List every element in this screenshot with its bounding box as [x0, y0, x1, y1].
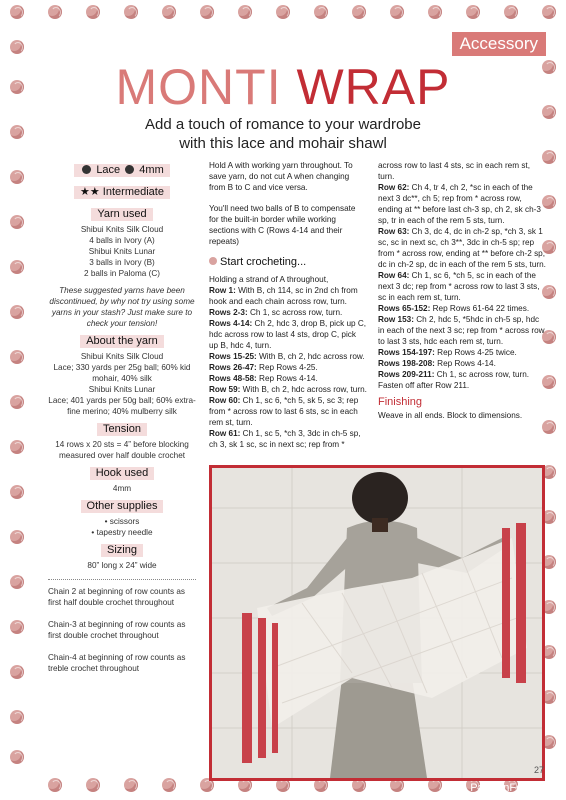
row-label: Row 64:: [378, 271, 410, 280]
section-heading-text: Start crocheting...: [220, 256, 307, 268]
finishing-heading: Finishing: [378, 396, 423, 408]
finishing-text: Weave in all ends. Block to dimensions.: [378, 411, 523, 420]
about-yarn-heading: About the yarn: [80, 335, 164, 348]
watermark: PassionForum.ru: [470, 782, 554, 794]
title-part2: WRAP: [296, 59, 451, 115]
row-text: Rep Rows 61-64 22 times.: [430, 304, 530, 313]
hook-size-label: 4mm: [139, 164, 164, 176]
skill-pill: [74, 164, 170, 177]
row-label: Rows 154-197:: [378, 348, 435, 357]
hook-text: 4mm: [112, 484, 132, 493]
subtitle-line1: Add a touch of romance to your wardrobe: [145, 116, 421, 133]
row-label: Rows 15-25:: [209, 352, 257, 361]
row-instruction: [209, 384, 367, 395]
row-text: Ch 1, sc 5, *ch 3, 3dc in ch-5 sp, ch 3, sk 1 sc, sc in next sc; rep from *: [209, 429, 361, 449]
instruction-text: Holding a strand of A throughout,: [209, 275, 329, 284]
row-text: Ch 2, hdc 5, *5hdc in ch-5 sp, hdc in each of the next 3 sc; rep from * across row to last 3 sts, hdc each rem st, turn.: [378, 315, 545, 346]
row-text: Ch 4, tr 4, ch 2, *sc in each of the next 3 dc**, ch 5; rep from * across row, ending at ** before last ch-3 sp, ch 2, sk ch-3 sp, tr in each of the rem 5 sts, turn.: [378, 183, 541, 225]
row-instruction: [209, 362, 367, 373]
row-instruction: [378, 303, 546, 314]
yarn-used-line: 2 balls in Paloma (C): [84, 269, 160, 278]
hook-heading: Hook used: [90, 467, 155, 480]
row-instruction: [209, 285, 367, 307]
row-label: Rows 198-208:: [378, 359, 435, 368]
sizing-heading: Sizing: [101, 544, 143, 557]
pattern-note: Chain-3 at beginning of row counts as first double crochet throughout: [48, 620, 186, 640]
about-yarn-line: Shibui Knits Silk Cloud: [80, 352, 164, 361]
row-instruction: [209, 307, 367, 318]
divider: [48, 579, 196, 580]
row-text: Ch 1, sc across row, turn. Fasten off after Row 211.: [378, 370, 530, 390]
row-instruction: [378, 182, 546, 226]
row-instruction: [209, 428, 367, 450]
yarn-used-line: 3 balls in Ivory (B): [89, 258, 155, 267]
title-part1: MONTI: [115, 59, 297, 115]
row-instruction: [209, 395, 367, 428]
row-text: Rep Rows 4-25.: [256, 363, 318, 372]
row-label: Rows 48-58:: [209, 374, 257, 383]
sizing-text: 80” long x 24” wide: [87, 561, 157, 570]
row-text: Ch 1, sc 6, *ch 5, sk 5, sc 3; rep from * across row to last 6 sts, sc in each rem st, turn.: [209, 396, 359, 427]
row-text: Ch 1, sc 6, *ch 5, sc in each of the next 3 dc; rep from * across row to last 3 sts, sc in each rem st, turn.: [378, 271, 540, 302]
row-text: Ch 2, hdc 3, drop B, pick up C, hdc across row to last 4 sts, drop C, pick up B, hdc 4, turn.: [209, 319, 367, 350]
yarn-ball-icon: [209, 257, 217, 265]
pattern-note: Chain-4 at beginning of row counts as treble crochet throughout: [48, 653, 186, 673]
row-instruction: [378, 270, 546, 303]
skill-label: Lace: [96, 164, 121, 176]
row-text: With B, ch 114, sc in 2nd ch from hook and each chain across row, turn.: [209, 286, 358, 306]
row-label: Row 1:: [209, 286, 236, 295]
row-label: Rows 4-14:: [209, 319, 253, 328]
row-instruction: [378, 358, 546, 369]
row-text: Rep Rows 4-14.: [256, 374, 318, 383]
about-yarn-line: Shibui Knits Lunar: [88, 385, 156, 394]
row-label: Rows 2-3:: [209, 308, 248, 317]
row-label: Row 153:: [378, 315, 414, 324]
pattern-info-sidebar: [48, 158, 196, 685]
row-instruction: [209, 373, 367, 384]
hook-icon: [125, 165, 134, 174]
row-label: Row 61:: [209, 429, 241, 438]
row-label: Rows 65-152:: [378, 304, 431, 313]
row-instruction: [209, 351, 367, 362]
yarn-used-heading: Yarn used: [91, 208, 152, 221]
supply-item: • scissors: [104, 517, 140, 526]
row-text: Rep Rows 4-14.: [434, 359, 496, 368]
instructions-column-1: [209, 160, 367, 450]
subtitle-line2: with this lace and mohair shawl: [179, 135, 387, 152]
yarn-used-line: Shibui Knits Lunar: [88, 247, 156, 256]
intro-paragraph: Hold A with working yarn throughout. To save yarn, do not cut A when changing from B to C and vice versa.: [209, 161, 353, 192]
yarn-note: These suggested yarns have been discontinued, by why not try using some yarns in your stash? Just make sure to check your tension!: [49, 286, 195, 328]
row-label: Row 63:: [378, 227, 410, 236]
row-text: Rep Rows 4-25 twice.: [434, 348, 517, 357]
page-number: 27: [533, 765, 544, 775]
about-yarn-line: Lace; 401 yards per 50g ball; 60% extra-fine merino; 40% mulberry silk: [48, 396, 196, 416]
row-text: With B, ch 2, hdc across row, turn.: [240, 385, 367, 394]
pattern-note: Chain 2 at beginning of row counts as first half double crochet throughout: [48, 587, 186, 607]
about-yarn-line: Lace; 330 yards per 25g ball; 60% kid mohair, 40% silk: [53, 363, 191, 383]
supply-item: • tapestry needle: [91, 528, 153, 537]
row-label: Row 59:: [209, 385, 241, 394]
yarn-ball-icon: [82, 165, 91, 174]
row-label: Row 62:: [378, 183, 410, 192]
category-tag: Accessory: [452, 32, 546, 56]
wrap-photo: [209, 465, 545, 781]
row-continuation: across row to last 4 sts, sc in each rem st, turn.: [378, 161, 530, 181]
row-text: Ch 3, dc 4, dc in ch-2 sp, *ch 3, sk 1 sc, sc in next sc, ch 3**, 3dc in ch-5 sp; rep from * across row, ending at ** before ch-2 sp, dc in ch-2 sp, dc in each of the rem 5 sts, turn.: [378, 227, 546, 269]
yarn-used-line: 4 balls in Ivory (A): [89, 236, 155, 245]
row-instruction: [378, 369, 546, 391]
row-instruction: [378, 314, 546, 347]
row-instruction: [378, 347, 546, 358]
tension-heading: Tension: [97, 423, 147, 436]
row-text: Ch 1, sc across row, turn.: [247, 308, 343, 317]
intro-paragraph: You'll need two balls of B to compensate for the built-in border while working sections with C (Rows 4-14 and their repeats): [209, 204, 356, 246]
row-label: Rows 26-47:: [209, 363, 257, 372]
instructions-column-2: [378, 160, 546, 421]
model-wearing-wrap-image: [212, 468, 542, 778]
row-instruction: [378, 226, 546, 270]
subtitle: [0, 115, 566, 153]
section-heading: [209, 257, 367, 268]
row-label: Row 60:: [209, 396, 241, 405]
difficulty-pill: ★★ Intermediate: [74, 186, 170, 199]
yarn-used-line: Shibui Knits Silk Cloud: [80, 225, 164, 234]
supplies-heading: Other supplies: [81, 500, 164, 513]
row-label: Rows 209-211:: [378, 370, 435, 379]
row-text: With B, ch 2, hdc across row.: [256, 352, 365, 361]
tension-text: 14 rows x 20 sts = 4” before blocking measured over half double crochet: [55, 440, 189, 460]
row-instruction: [209, 318, 367, 351]
page-title: [0, 58, 566, 116]
